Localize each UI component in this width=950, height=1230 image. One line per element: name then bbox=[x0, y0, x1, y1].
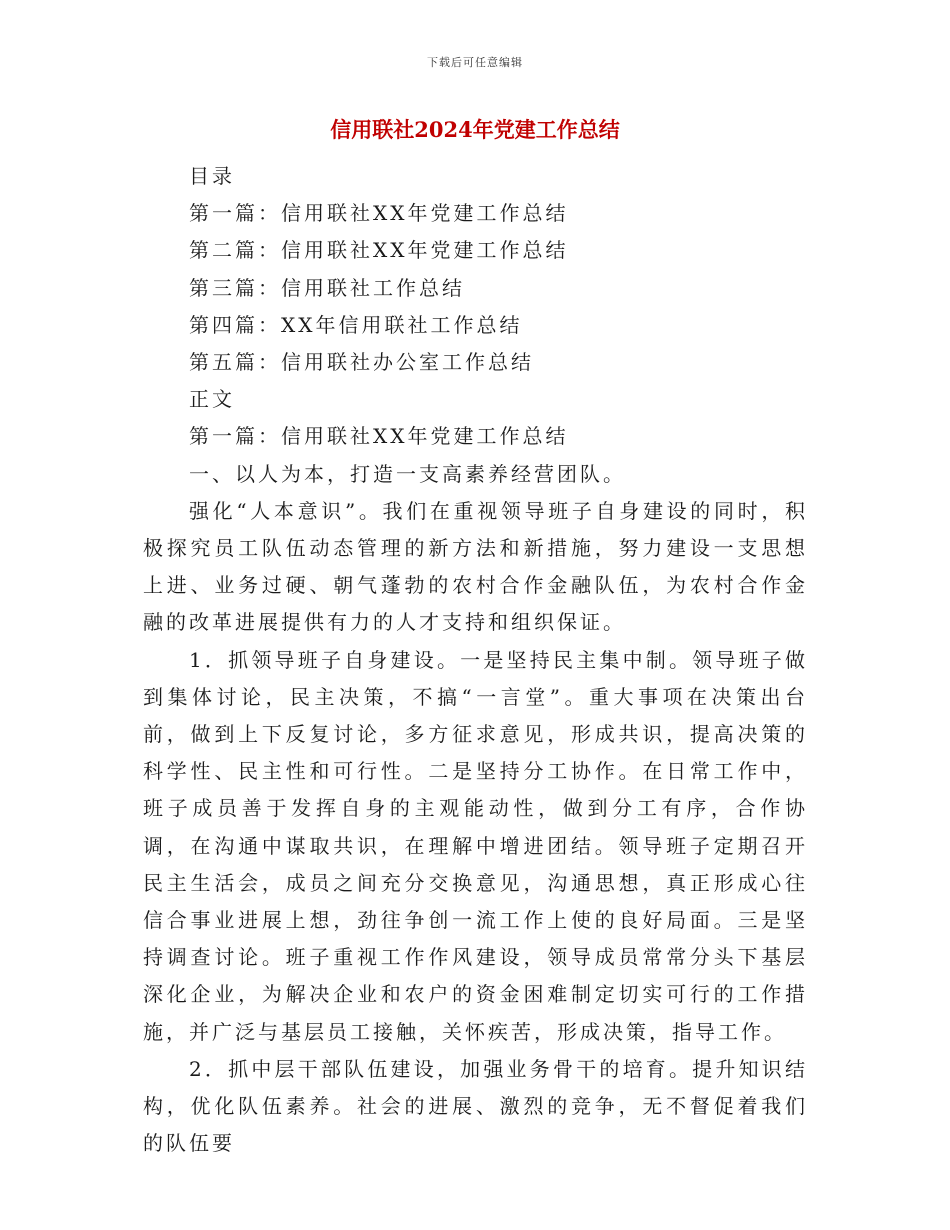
body-paragraph: 强化“人本意识”。我们在重视领导班子自身建设的同时，积极探究员工队伍动态管理的新方法和新措施，努力建设一支思想上进、业务过硬、朝气蓬勃的农村合作金融队伍，为农村合作金融的改革进展提供有力的人才支持和组织保证。 bbox=[143, 498, 808, 635]
document-body bbox=[143, 158, 808, 1162]
section-heading: 一、以人为本，打造一支高素养经营团队。 bbox=[189, 461, 626, 486]
toc-item: 第四篇：XX年信用联社工作总结 bbox=[189, 312, 523, 337]
toc-item: 第二篇：信用联社XX年党建工作总结 bbox=[189, 238, 569, 263]
body-paragraph: 1．抓领导班子自身建设。一是坚持民主集中制。领导班子做到集体讨论，民主决策，不搞“一言堂”。重大事项在决策出台前，做到上下反复讨论，多方征求意见，形成共识，提高决策的科学性、民主性和可行性。二是坚持分工协作。在日常工作中，班子成员善于发挥自身的主观能动性，做到分工有序，合作协调，在沟通中谋取共识，在理解中增进团结。领导班子定期召开民主生活会，成员之间充分交换意见，沟通思想，真正形成心往信合事业进展上想，劲往争创一流工作上使的良好局面。三是坚持调查讨论。班子重视工作作风建设，领导成员常常分头下基层深化企业，为解决企业和农户的资金困难制定切实可行的工作措施，并广泛与基层员工接触，关怀疾苦，形成决策，指导工作。 bbox=[143, 647, 808, 1044]
toc-item: 第三篇：信用联社工作总结 bbox=[189, 275, 465, 300]
toc-item: 第五篇：信用联社办公室工作总结 bbox=[189, 350, 534, 375]
body-label: 正文 bbox=[189, 387, 235, 412]
page-header-note: 下载后可任意编辑 bbox=[427, 56, 523, 69]
body-paragraph: 2．抓中层干部队伍建设，加强业务骨干的培育。提升知识结构，优化队伍素养。社会的进展、激烈的竞争，无不督促着我们的队伍要 bbox=[143, 1056, 808, 1156]
document-title: 信用联社2024年党建工作总结 bbox=[330, 117, 620, 142]
toc-item: 第一篇：信用联社XX年党建工作总结 bbox=[189, 201, 569, 226]
chapter-title: 第一篇：信用联社XX年党建工作总结 bbox=[189, 424, 569, 449]
toc-label: 目录 bbox=[189, 164, 235, 188]
